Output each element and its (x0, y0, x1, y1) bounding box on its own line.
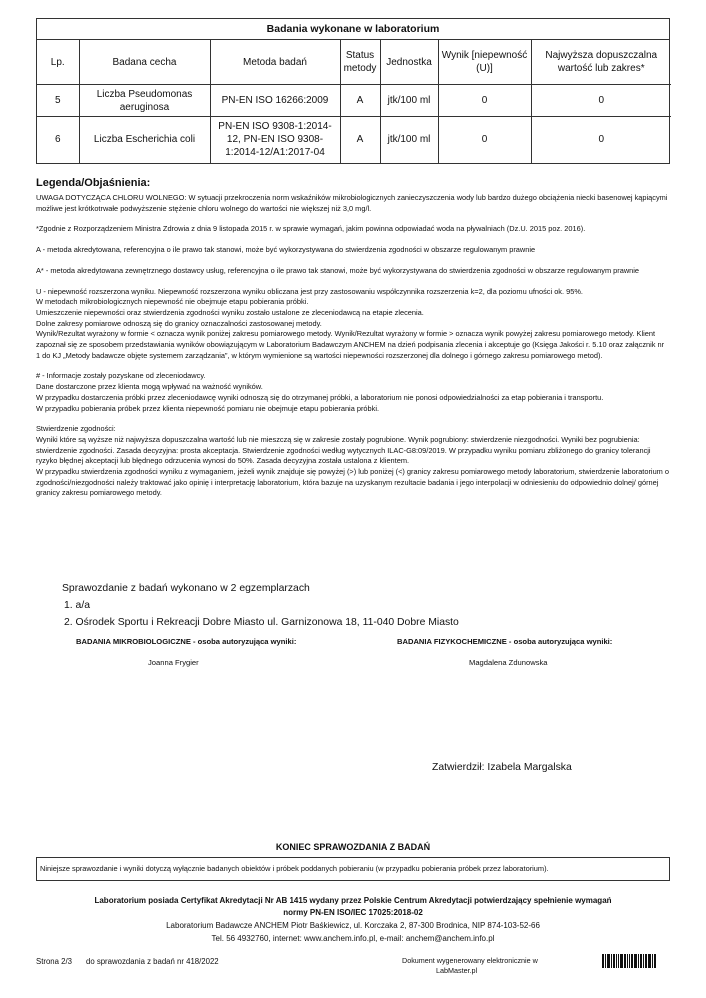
report-disclaimer: Niniejsze sprawozdanie i wyniki dotyczą wyłącznie badanych obiektów i próbek poddanych pobieraniu (w przypadku pobierania próbek przez laboratorium). (36, 857, 670, 881)
cell-status: A (340, 85, 380, 117)
header-cecha: Badana cecha (79, 40, 210, 85)
cell-wynik: 0 (438, 85, 531, 117)
barcode-icon (602, 954, 670, 968)
legend-regulation-note: *Zgodnie z Rozporządzeniem Ministra Zdrowia z dnia 9 listopada 2015 r. w sprawie wymagań, jakim powinna odpowiadać woda na pływalniach (Dz.U. 2015 poz. 2016). (36, 224, 586, 234)
header-lp: Lp. (37, 40, 79, 85)
copies-intro: Sprawozdanie z badań wykonano w 2 egzemplarzach (62, 583, 310, 594)
legend-uncertainty-placement: Umieszczenie niepewności oraz stwierdzenia zgodności wyniku zostało ustalone ze zleceniodawcą na etapie zlecenia. (36, 307, 424, 317)
legend-method-a-star: A* - metoda akredytowana zewnętrznego dostawcy usług, referencyjna o ile prawo tak stanowi, może być wykorzystywana do stwierdzenia zgodności w obszarze regulowanym prawnie (36, 265, 640, 275)
legend-client-info: # - Informacje zostały pozyskane od zleceniodawcy. (36, 371, 206, 381)
results-table-frame (36, 18, 670, 164)
legend-title: Legenda/Objaśnienia: (36, 177, 151, 189)
page-footer (36, 957, 219, 966)
generated-note (402, 956, 538, 976)
legend-conformity-range: W przypadku stwierdzenia zgodności wyniku z wymaganiem, jeżeli wynik znajduje się powyżej (>) lub poniżej (<) granicy zakresu pomiarowego metody laboratorium, stwierdzenie laboratorium o zgodności/niezgodności należy traktować jako opinię i interpretację laboratorium, która bazuje na uzyskanym rezultacie badania i jego interpolacji w odniesieniu do odpowiednio dolnej/ górnej granicy zakresu pomiarowego metody. (36, 467, 670, 498)
accreditation-footer (36, 895, 670, 945)
cell-max: 0 (531, 85, 671, 117)
results-table (37, 40, 671, 163)
cell-metoda: PN-EN ISO 16266:2009 (210, 85, 340, 117)
results-table-title: Badania wykonane w laboratorium (37, 19, 669, 40)
cell-metoda: PN-EN ISO 9308-1:2014-12, PN-EN ISO 9308-1:2014-12/A1:2017-04 (210, 117, 340, 163)
end-of-report-title: KONIEC SPRAWOZDANIA Z BADAŃ (275, 842, 431, 852)
phys-authorizer-label: BADANIA FIZYKOCHEMICZNE - osoba autoryzująca wyniki: (397, 637, 613, 646)
cell-cecha: Liczba Escherichia coli (79, 117, 210, 163)
legend-method-a: A - metoda akredytowana, referencyjna o ile prawo tak stanowi, może być wykorzystywana do stwierdzenia zgodności w obszarze regulowanym prawnie (36, 245, 536, 255)
legend-conformity-rule: Wyniki które są wyższe niż najwyższa dopuszczalna wartość lub nie mieszczą się w zakresie zostały pogrubione. Wynik pogrubiony: stwierdzenie niezgodności. Wyniki bez pogrubienia: stwierdzenie zgodności. Zasada decyzyjna: prosta akceptacja. Stwierdzenie zgodności według wytycznych ILAC-G8:09/2019. W przypadku wyniku pomiaru zbliżonego do granicy tolerancji ryzyko błędnej akceptacji lub błędnego odrzucenia wynosi do 50%. Zasada decyzyjna została ustalona z klientem. (36, 434, 651, 466)
lab-contact: Tel. 56 4932760, internet: www.anchem.info.pl, e-mail: anchem@anchem.info.pl (211, 933, 495, 943)
header-jednostka: Jednostka (380, 40, 438, 85)
lab-address: Laboratorium Badawcze ANCHEM Piotr Baśkiewicz, ul. Korczaka 2, 87-300 Brodnica, NIP 874-103-52-66 (166, 921, 540, 930)
legend-client-data: Dane dostarczone przez klienta mogą wpływać na ważność wyników. (36, 382, 263, 392)
legend-client-sampling: W przypadku pobierania próbek przez klienta niepewność pomiaru nie obejmuje etapu pobierania próbki. (36, 403, 380, 413)
cell-jednostka: jtk/100 ml (380, 85, 438, 117)
table-header-row (37, 40, 671, 85)
approved-by: Zatwierdził: Izabela Margalska (432, 762, 572, 773)
copies-section (62, 580, 459, 631)
copies-item: 2. Ośrodek Sportu i Rekreacji Dobre Miasto ul. Garnizonowa 18, 11-040 Dobre Miasto (64, 617, 459, 628)
legend-uncertainty: U - niepewność rozszerzona wyniku. Niepewność rozszerzona wyniku obliczana jest przy zastosowaniu współczynnika rozszerzenia k=2, dla poziomu ufności ok. 95%. (36, 286, 583, 296)
accreditation-line-1: Laboratorium posiada Certyfikat Akredytacji Nr AB 1415 wydany przez Polskie Centrum Akredytacji potwierdzający spełnienie wymagań (94, 896, 612, 905)
cell-wynik: 0 (438, 117, 531, 163)
copies-item: 1. a/a (64, 600, 90, 611)
cell-jednostka: jtk/100 ml (380, 117, 438, 163)
phys-authorizer-name: Magdalena Zdunowska (469, 658, 548, 667)
cell-lp: 5 (37, 85, 79, 117)
legend-result-format: Wynik/Rezultat wyrażony w formie < oznacza wynik poniżej zakresu pomiarowego metody. Wynik/Rezultat wyrażony w formie > oznacza wynik powyżej zakresu pomiarowego metody. Klient zapoznał się ze sposobem przedstawiania wyników obowiązującym w Laboratorium Badawczym ANCHEM na dzień podpisania zlecenia i akceptuje go (Księga Jakości r. 5.10 oraz załącznik nr 1 do KJ „Metody badawcze objęte systemem zarządzania”, w którym wymienione są wartości niepewności rozszerzonej dla dolnego i górnego zakresu pomiarowego metod). (36, 329, 665, 360)
accreditation-line-2: normy PN-EN ISO/IEC 17025:2018-02 (283, 907, 423, 917)
legend-client-sample: W przypadku dostarczenia próbki przez zleceniodawcę wyniki odnoszą się do otrzymanej próbki, a laboratorium nie ponosi odpowiedzialności za etap pobierania i transportu. (36, 392, 604, 402)
header-max: Najwyższa dopuszczalna wartość lub zakres* (531, 40, 671, 85)
legend-body (36, 193, 670, 499)
table-row (37, 85, 671, 117)
generated-line-1: Dokument wygenerowany elektronicznie w (402, 956, 538, 965)
header-wynik: Wynik [niepewność (U)] (438, 40, 531, 85)
generated-line-2: LabMaster.pl (436, 966, 478, 975)
legend-uncertainty-micro: W metodach mikrobiologicznych niepewność nie obejmuje etapu pobierania próbki. (36, 297, 309, 307)
header-status: Status metody (340, 40, 380, 85)
cell-cecha: Liczba Pseudomonas aeruginosa (79, 85, 210, 117)
report-reference: do sprawozdania z badań nr 418/2022 (85, 957, 219, 966)
legend-chlor-note: UWAGA DOTYCZĄCA CHLORU WOLNEGO: W sytuacji przekroczenia norm wskaźników mikrobiologicznych zanieczyszczenia wody lub bardzo dużego obciążenia niecki basenowej kąpiącymi możliwe jest krótkotrwałe podwyższenie stężenie chloru wolnego do wartości nie większej niż 3,0 mg/l. (36, 193, 668, 213)
page-number: Strona 2/3 (36, 957, 72, 966)
table-row (37, 117, 671, 163)
header-metoda: Metoda badań (210, 40, 340, 85)
cell-lp: 6 (37, 117, 79, 163)
micro-authorizer-label: BADANIA MIKROBIOLOGICZNE - osoba autoryzująca wyniki: (76, 637, 297, 646)
micro-authorizer-name: Joanna Frygier (148, 658, 199, 667)
legend-lower-range: Dolne zakresy pomiarowe odnoszą się do granicy oznaczalności zastosowanej metody. (36, 318, 322, 328)
legend-conformity-title: Stwierdzenie zgodności: (36, 424, 116, 434)
cell-max: 0 (531, 117, 671, 163)
cell-status: A (340, 117, 380, 163)
